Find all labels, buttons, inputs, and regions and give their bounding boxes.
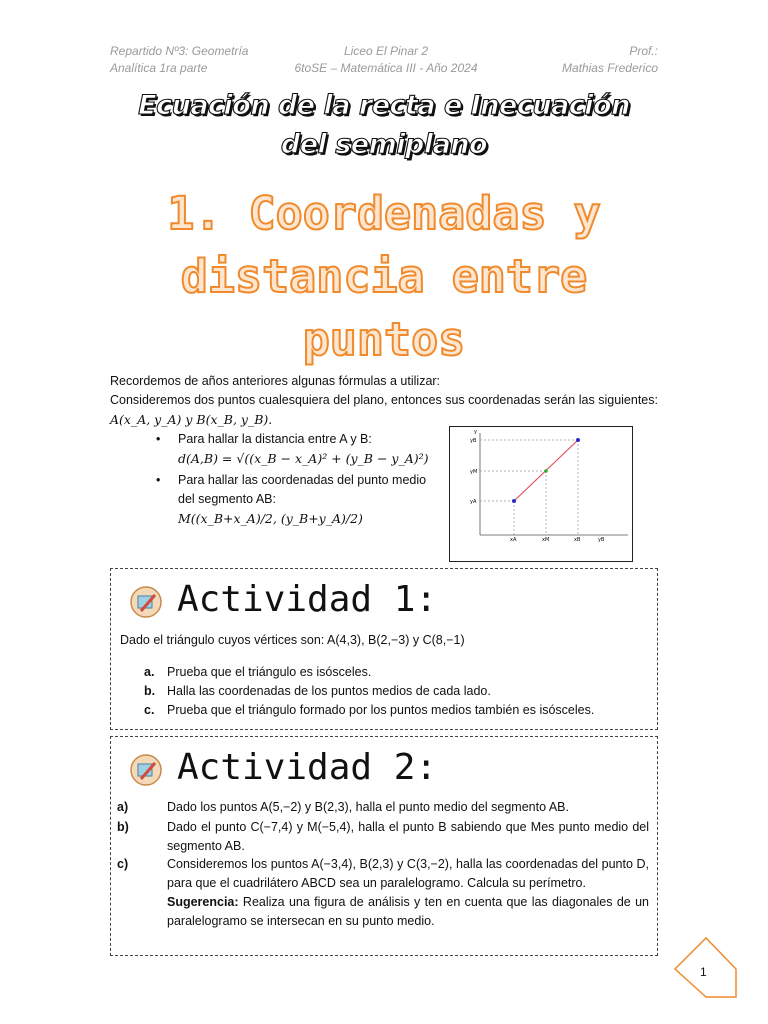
list-item bbox=[117, 798, 649, 817]
header-school: Liceo El Pinar 2 bbox=[343, 44, 429, 58]
page-title bbox=[110, 86, 658, 164]
point-B bbox=[576, 438, 580, 442]
list-item bbox=[144, 701, 649, 720]
item-label: b) bbox=[117, 820, 129, 834]
activity-2-box bbox=[110, 736, 658, 956]
activity-1-box bbox=[110, 568, 658, 730]
activity-1-statement: Dado el triángulo cuyos vértices son: A(4,3), B(2,−3) y C(8,−1) bbox=[120, 633, 465, 647]
header-center bbox=[286, 43, 486, 77]
item-label: c) bbox=[117, 857, 129, 871]
page-number-tab bbox=[672, 935, 748, 1003]
hint-text: Realiza una figura de análisis y ten en cuenta que las diagonales de un paralelogramo se intersecan en su punto medio. bbox=[167, 895, 649, 928]
item-text: Halla las coordenadas de los puntos medios de cada lado. bbox=[167, 684, 491, 698]
item-text: Consideremos los puntos A(−3,4), B(2,3) y C(3,−2), halla las coordenadas del punto D, para que el cuadrilátero ABCD sea un paralelogramo. Calcula su perímetro. bbox=[167, 857, 649, 890]
item-label: b. bbox=[144, 684, 156, 698]
label-yA: yA bbox=[470, 499, 477, 505]
item-text: Prueba que el triángulo formado por los puntos medios también es isósceles. bbox=[167, 703, 595, 717]
header-prof-name: Mathias Frederico bbox=[561, 61, 658, 75]
title-line-1: Ecuación de la recta e Inecuación bbox=[138, 90, 630, 121]
list-item bbox=[117, 855, 649, 931]
page-number: 1 bbox=[700, 965, 707, 979]
graph-svg bbox=[450, 427, 632, 561]
item-label: a) bbox=[117, 800, 129, 814]
header-right bbox=[562, 43, 658, 77]
page-tab-shape bbox=[672, 935, 748, 1003]
item-label: a. bbox=[144, 665, 155, 679]
point-A bbox=[512, 499, 516, 503]
hint bbox=[167, 893, 649, 931]
midpoint-formula: M((x_B+x_A)/2, (y_B+y_A)/2) bbox=[178, 511, 363, 526]
item-text: Prueba que el triángulo es isósceles. bbox=[167, 665, 372, 679]
item-label: c. bbox=[144, 703, 155, 717]
activity-1-heading: Actividad 1: bbox=[177, 579, 438, 620]
bullet-midpoint bbox=[156, 471, 438, 528]
label-xB: xB bbox=[574, 537, 581, 543]
section-line-1: 1. Coordenadas y bbox=[167, 187, 601, 240]
intro-points: A(x_A, y_A) y B(x_B, y_B). bbox=[110, 412, 273, 427]
section-line-3: puntos bbox=[302, 313, 466, 366]
label-xA: xA bbox=[510, 537, 517, 543]
label-y-axis: y bbox=[474, 429, 477, 435]
label-x-axis: yB bbox=[598, 537, 605, 543]
label-yB: yB bbox=[470, 438, 477, 444]
intro-paragraph bbox=[110, 372, 658, 430]
list-item bbox=[144, 663, 644, 682]
bullet-dot: • bbox=[156, 432, 161, 446]
bullet-dot: • bbox=[156, 473, 161, 487]
activity-pencil-icon bbox=[129, 585, 163, 619]
header-topic: Analítica 1ra parte bbox=[110, 61, 208, 75]
header-prof-label: Prof.: bbox=[629, 44, 658, 58]
item-text: Dado los puntos A(5,−2) y B(2,3), halla el punto medio del segmento AB. bbox=[167, 800, 569, 814]
hint-label: Sugerencia: bbox=[167, 895, 239, 909]
bullet-distance-text: Para hallar la distancia entre A y B: bbox=[178, 432, 372, 446]
intro-line-2 bbox=[110, 391, 658, 430]
bullet-distance bbox=[156, 430, 438, 468]
label-xM: xM bbox=[542, 537, 550, 543]
point-M bbox=[544, 469, 548, 473]
item-text: Dado el punto C(−7,4) y M(−5,4), halla el punto B sabiendo que Mes punto medio del segmento AB. bbox=[167, 820, 649, 853]
bullet-midpoint-text: Para hallar las coordenadas del punto medio del segmento AB: bbox=[178, 473, 427, 506]
segment-graph bbox=[449, 426, 633, 562]
activity-pencil-icon bbox=[129, 753, 163, 787]
header-course: 6toSE – Matemática III - Año 2024 bbox=[294, 61, 478, 75]
title-line-2: del semiplano bbox=[280, 129, 488, 160]
header-left bbox=[110, 43, 248, 77]
section-heading bbox=[110, 182, 658, 371]
activity-2-heading: Actividad 2: bbox=[177, 747, 438, 788]
section-line-2: distancia entre bbox=[180, 250, 588, 303]
intro-line-2-text: Consideremos dos puntos cualesquiera del plano, entonces sus coordenadas serán las siguientes: bbox=[110, 393, 658, 407]
intro-line-1: Recordemos de años anteriores algunas fórmulas a utilizar: bbox=[110, 374, 441, 388]
list-item bbox=[144, 682, 644, 701]
list-item bbox=[117, 818, 649, 856]
label-yM: yM bbox=[470, 469, 478, 475]
header-repartido: Repartido Nº3: Geometría bbox=[110, 44, 249, 58]
distance-formula: d(A,B) = √((x_B − x_A)² + (y_B − y_A)²) bbox=[178, 451, 429, 466]
